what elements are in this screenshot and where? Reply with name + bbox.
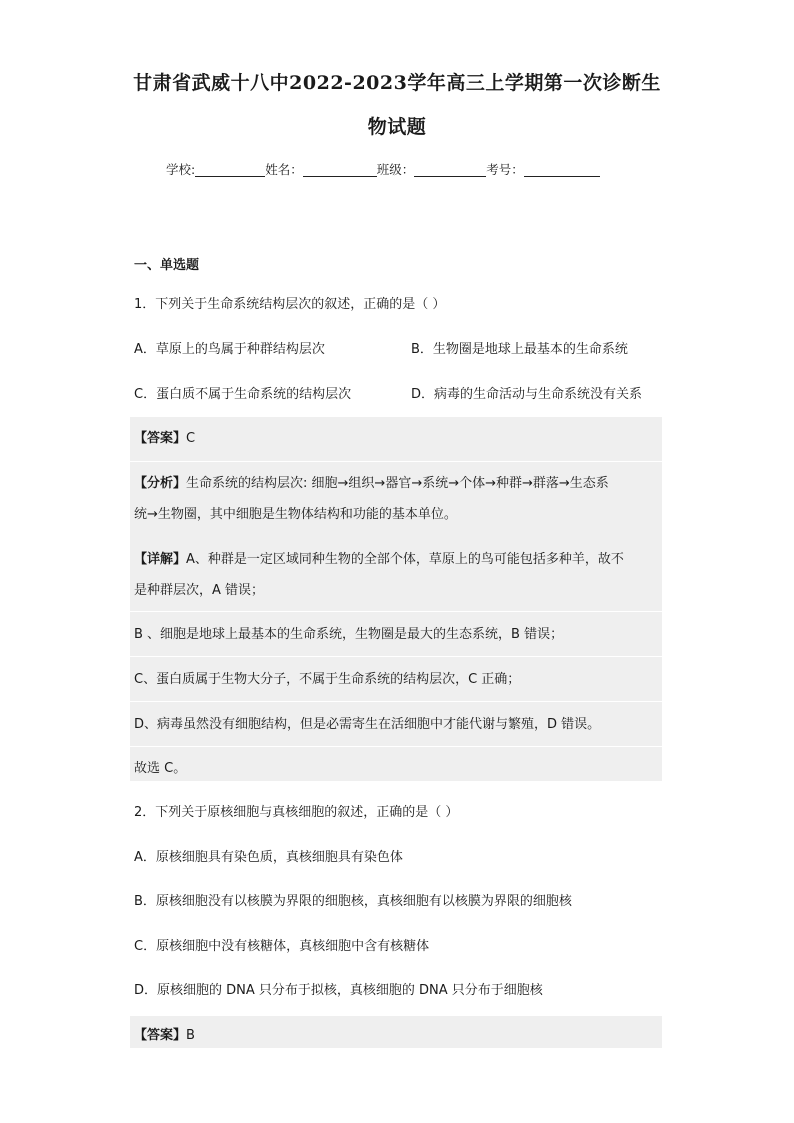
q1-option-a: A．草原上的鸟属于种群结构层次 (134, 342, 325, 357)
solution-separator (130, 611, 662, 612)
number-blank[interactable] (524, 162, 600, 177)
q1-detail-cont: 是种群层次，A 错误； (134, 583, 265, 598)
student-info-row (166, 160, 600, 178)
number-label: 考号： (486, 162, 524, 177)
class-blank[interactable] (414, 162, 486, 177)
q2-solution-block (130, 1016, 662, 1048)
q1-answer (134, 427, 195, 446)
solution-separator (130, 746, 662, 747)
solution-separator (130, 701, 662, 702)
q1-option-c: C．蛋白质不属于生命系统的结构层次 (134, 387, 352, 402)
q1-stem: 1．下列关于生命系统结构层次的叙述，正确的是（ ） (134, 297, 446, 312)
q1-detail-d: D、病毒虽然没有细胞结构，但是必需寄生在活细胞中才能代谢与繁殖，D 错误。 (134, 717, 601, 732)
solution-separator (130, 656, 662, 657)
q2-option-a: A．原核细胞具有染色质，真核细胞具有染色体 (134, 850, 403, 865)
document-title-line-1: 甘肃省武威十八中2022-2023学年高三上学期第一次诊断生 (133, 72, 661, 94)
analysis-text: 生命系统的结构层次: 细胞→组织→器官→系统→个体→种群→群落→生态系 (186, 476, 609, 491)
q2-answer (134, 1024, 195, 1043)
detail-text: A、种群是一定区域同种生物的全部个体，草原上的鸟可能包括多种羊，故不 (186, 552, 624, 567)
answer-label: 【答案】 (134, 1028, 187, 1043)
q2-option-b: B．原核细胞没有以核膜为界限的细胞核，真核细胞有以核膜为界限的细胞核 (134, 894, 572, 909)
q1-detail-b: B 、细胞是地球上最基本的生命系统，生物圈是最大的生态系统，B 错误； (134, 627, 564, 642)
solution-separator (130, 461, 662, 462)
class-label: 班级： (376, 162, 415, 177)
q1-analysis-cont: 统→生物圈，其中细胞是生物体结构和功能的基本单位。 (134, 507, 457, 522)
school-blank[interactable] (195, 162, 265, 177)
analysis-label: 【分析】 (134, 476, 187, 491)
school-label: 学校: (166, 162, 196, 177)
q2-option-d: D．原核细胞的 DNA 只分布于拟核，真核细胞的 DNA 只分布于细胞核 (134, 983, 543, 998)
answer-label: 【答案】 (134, 431, 187, 446)
q1-analysis (134, 472, 609, 491)
q1-conclusion: 故选 C。 (134, 761, 187, 776)
section-heading: 一、单选题 (134, 258, 200, 273)
q1-detail (134, 548, 624, 567)
name-blank[interactable] (303, 162, 377, 177)
q1-option-d: D．病毒的生命活动与生命系统没有关系 (411, 387, 643, 402)
answer-value: B (186, 1028, 195, 1043)
document-title-line-2: 物试题 (367, 116, 427, 138)
q2-stem: 2．下列关于原核细胞与真核细胞的叙述，正确的是（ ） (134, 805, 459, 820)
q1-detail-c: C、蛋白质属于生物大分子，不属于生命系统的结构层次，C 正确； (134, 672, 521, 687)
name-label: 姓名： (265, 162, 303, 177)
detail-label: 【详解】 (134, 552, 187, 567)
q1-option-b: B．生物圈是地球上最基本的生命系统 (411, 342, 628, 357)
q2-option-c: C．原核细胞中没有核糖体，真核细胞中含有核糖体 (134, 939, 430, 954)
answer-value: C (186, 431, 196, 446)
